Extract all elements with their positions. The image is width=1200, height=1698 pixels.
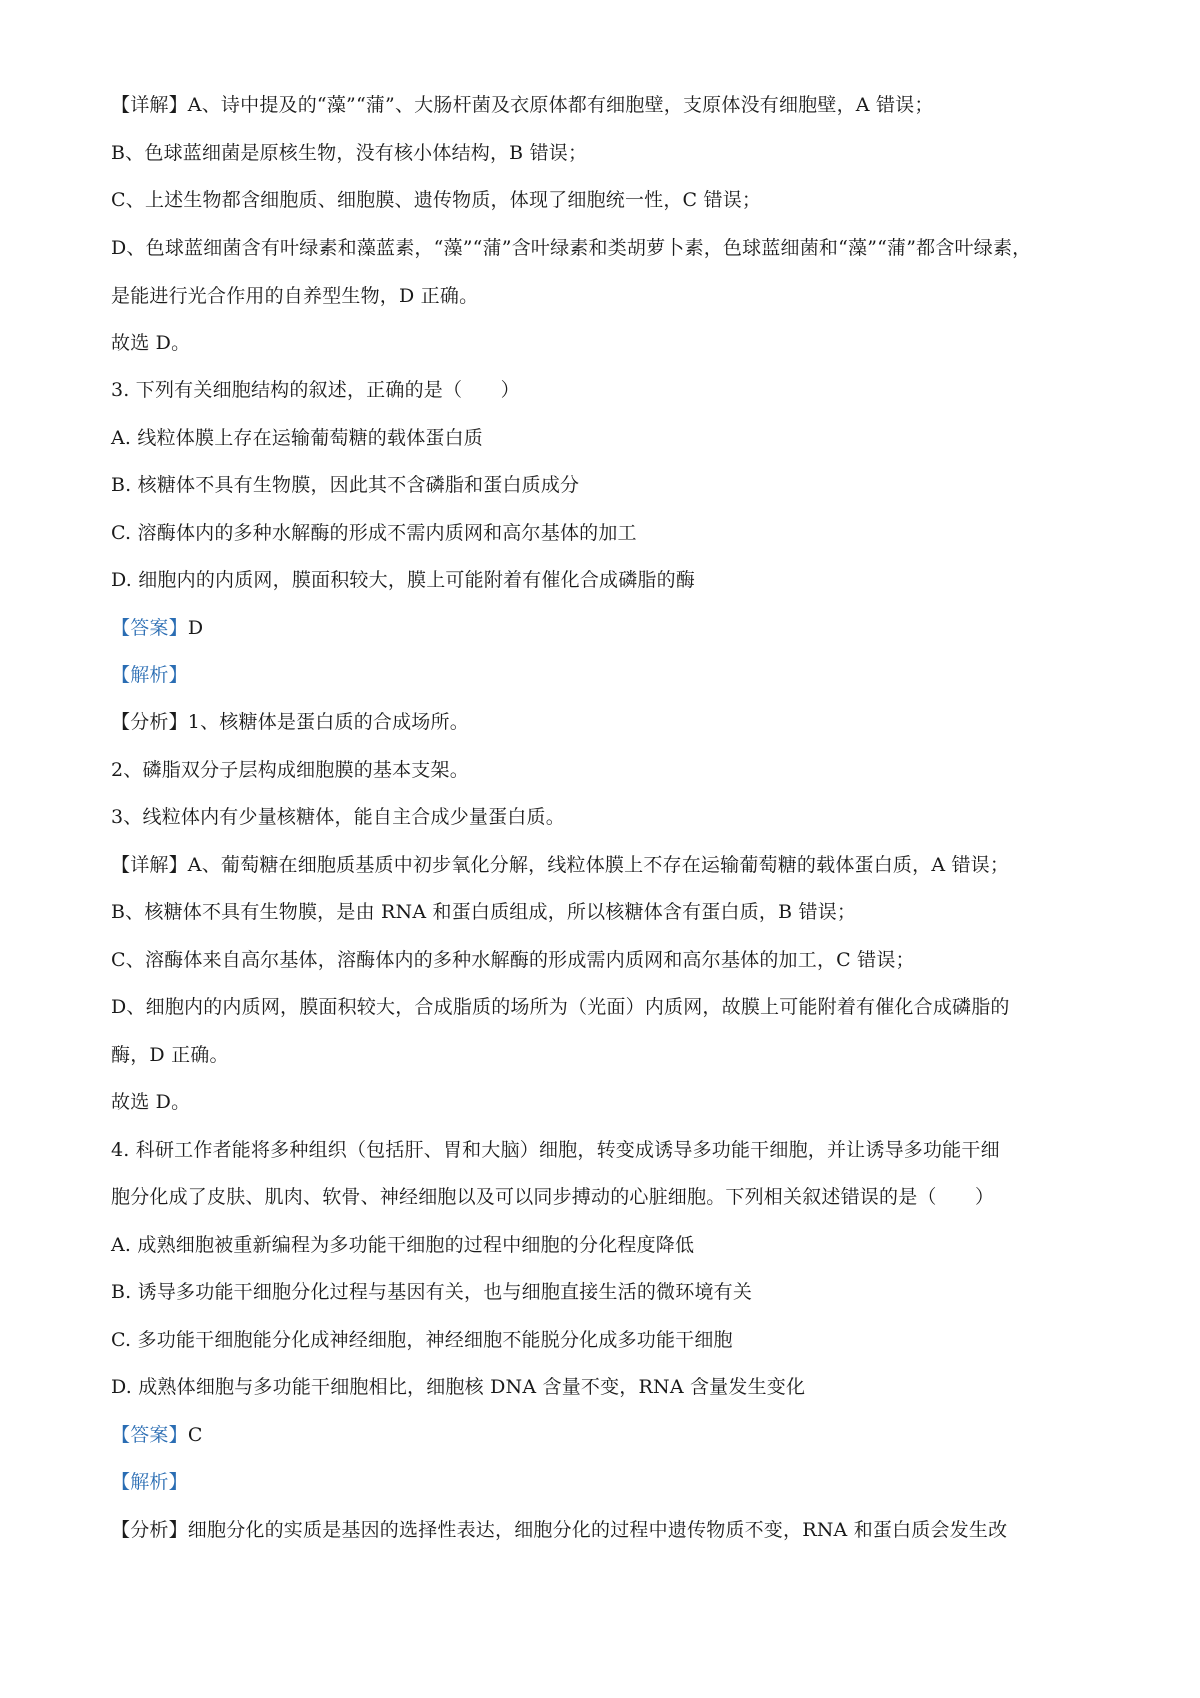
- text-line: [111, 1470, 1101, 1494]
- section-tag: 【答案】: [111, 617, 188, 639]
- text-line: [111, 1138, 1101, 1162]
- line-text: C、上述生物都含细胞质、细胞膜、遗传物质，体现了细胞统一性，C 错误；: [111, 189, 762, 211]
- text-line: [111, 188, 1101, 212]
- line-text: 酶，D 正确。: [111, 1044, 229, 1066]
- line-text: A. 成熟细胞被重新编程为多功能干细胞的过程中细胞的分化程度降低: [111, 1234, 695, 1256]
- text-line: [111, 616, 1101, 640]
- line-text: 【分析】1、核糖体是蛋白质的合成场所。: [111, 711, 469, 733]
- text-line: [111, 93, 1101, 117]
- text-line: [111, 1043, 1101, 1067]
- line-text: C、溶酶体来自高尔基体，溶酶体内的多种水解酶的形成需内质网和高尔基体的加工，C 错误；: [111, 949, 915, 971]
- text-line: [111, 758, 1101, 782]
- line-text: 是能进行光合作用的自养型生物，D 正确。: [111, 285, 479, 307]
- section-tag: 【答案】: [111, 1424, 188, 1446]
- text-line: [111, 995, 1101, 1019]
- text-line: [111, 1328, 1101, 1352]
- text-line: [111, 236, 1101, 260]
- text-line: [111, 948, 1101, 972]
- line-text: D. 成熟体细胞与多功能干细胞相比，细胞核 DNA 含量不变，RNA 含量发生变化: [111, 1376, 806, 1398]
- text-line: [111, 568, 1101, 592]
- line-text: 3. 下列有关细胞结构的叙述，正确的是（ ）: [111, 379, 520, 401]
- line-text: B、核糖体不具有生物膜，是由 RNA 和蛋白质组成，所以核糖体含有蛋白质，B 错误；: [111, 901, 857, 923]
- line-text: C: [187, 1424, 203, 1446]
- line-text: C. 溶酶体内的多种水解酶的形成不需内质网和高尔基体的加工: [111, 522, 637, 544]
- text-line: [111, 1233, 1101, 1257]
- text-line: [111, 1423, 1101, 1447]
- line-text: C. 多功能干细胞能分化成神经细胞，神经细胞不能脱分化成多功能干细胞: [111, 1329, 733, 1351]
- line-text: D. 细胞内的内质网，膜面积较大，膜上可能附着有催化合成磷脂的酶: [111, 569, 696, 591]
- line-text: D: [187, 617, 204, 639]
- text-line: [111, 473, 1101, 497]
- line-text: A. 线粒体膜上存在运输葡萄糖的载体蛋白质: [111, 427, 484, 449]
- section-tag: 【解析】: [111, 664, 188, 686]
- text-line: [111, 1185, 1101, 1209]
- line-text: 3、线粒体内有少量核糖体，能自主合成少量蛋白质。: [111, 806, 565, 828]
- text-line: [111, 1090, 1101, 1114]
- text-line: [111, 1518, 1101, 1542]
- section-tag: 【解析】: [111, 1471, 188, 1493]
- line-text: 胞分化成了皮肤、肌肉、软骨、神经细胞以及可以同步搏动的心脏细胞。下列相关叙述错误的是（ ）: [111, 1186, 995, 1208]
- text-line: [111, 900, 1101, 924]
- line-text: 【详解】A、诗中提及的“藻”“蒲”、大肠杆菌及衣原体都有细胞壁，支原体没有细胞壁，A 错误；: [111, 94, 934, 116]
- text-line: [111, 663, 1101, 687]
- line-text: 2、磷脂双分子层构成细胞膜的基本支架。: [111, 759, 469, 781]
- text-line: [111, 1375, 1101, 1399]
- text-line: [111, 1280, 1101, 1304]
- text-line: [111, 284, 1101, 308]
- line-text: D、色球蓝细菌含有叶绿素和藻蓝素，“藻”“蒲”含叶绿素和类胡萝卜素，色球蓝细菌和“藻”“蒲”都含叶绿素，: [111, 237, 1032, 259]
- text-line: [111, 710, 1101, 734]
- line-text: 故选 D。: [111, 1091, 191, 1113]
- text-line: [111, 521, 1101, 545]
- line-text: 4. 科研工作者能将多种组织（包括肝、胃和大脑）细胞，转变成诱导多功能干细胞，并让诱导多功能干细: [111, 1139, 1000, 1161]
- line-text: B、色球蓝细菌是原核生物，没有核小体结构，B 错误；: [111, 142, 588, 164]
- line-text: D、细胞内的内质网，膜面积较大，合成脂质的场所为（光面）内质网，故膜上可能附着有催化合成磷脂的: [111, 996, 1010, 1018]
- text-line: [111, 331, 1101, 355]
- text-line: [111, 378, 1101, 402]
- text-line: [111, 853, 1101, 877]
- text-line: [111, 141, 1101, 165]
- line-text: B. 核糖体不具有生物膜，因此其不含磷脂和蛋白质成分: [111, 474, 580, 496]
- text-line: [111, 805, 1101, 829]
- line-text: 【详解】A、葡萄糖在细胞质基质中初步氧化分解，线粒体膜上不存在运输葡萄糖的载体蛋白质，A 错误；: [111, 854, 1010, 876]
- text-line: [111, 426, 1101, 450]
- line-text: 故选 D。: [111, 332, 191, 354]
- line-text: 【分析】细胞分化的实质是基因的选择性表达，细胞分化的过程中遗传物质不变，RNA 和蛋白质会发生改: [111, 1519, 1008, 1541]
- line-text: B. 诱导多功能干细胞分化过程与基因有关，也与细胞直接生活的微环境有关: [111, 1281, 753, 1303]
